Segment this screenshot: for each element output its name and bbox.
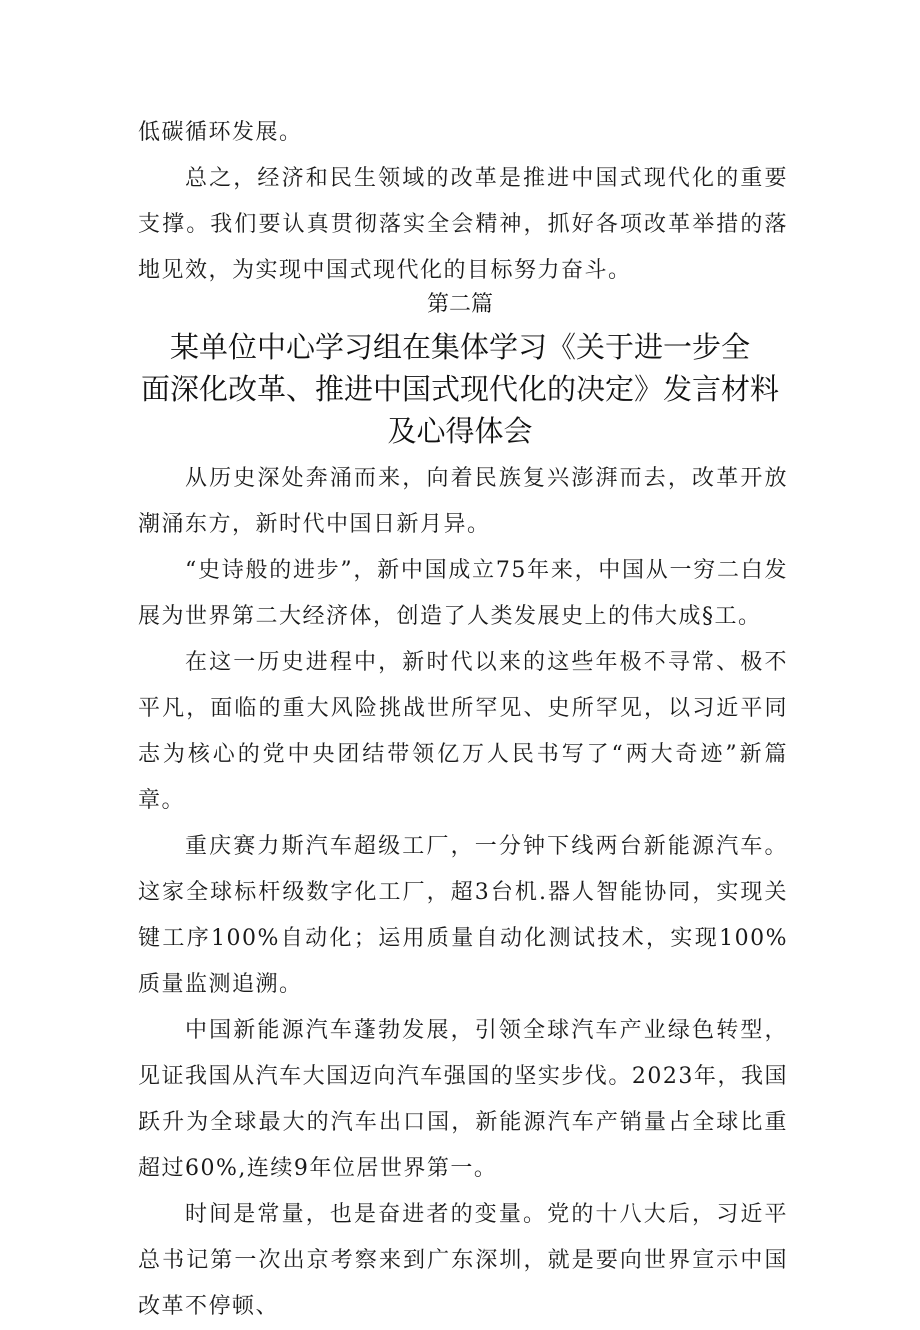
body-paragraph: “史诗般的进步”，新中国成立75年来，中国从一穷二白发展为世界第二大经济体，创造了人类发展史上的伟大成§工。 [138,558,788,629]
section-label: 第二篇 [426,292,493,317]
body-paragraph: 在这一历史进程中，新时代以来的这些年极不寻常、极不平凡，面临的重大风险挑战世所罕见、史所罕见，以习近平同志为核心的党中央团结带领亿万人民书写了“两大奇迹”新篇章。 [138,650,788,813]
body-text-section [138,456,788,1330]
body-paragraph: 时间是常量，也是奋进者的变量。党的十八大后，习近平总书记第一次出京考察来到广东深圳，就是要向世界宣示中国改革不停顿、 [138,1202,788,1319]
body-paragraph: 从历史深处奔涌而来，向着民族复兴澎湃而去，改革开放潮涌东方，新时代中国日新月异。 [138,466,788,537]
top-text-section [138,110,788,294]
paragraph-continuation: 低碳循环发展。 [138,120,303,145]
document-title [100,326,820,452]
body-paragraph: 中国新能源汽车蓬勃发展，引领全球汽车产业绿色转型，见证我国从汽车大国迈向汽车强国的坚实步伐。2023年，我国跃升为全球最大的汽车出口国，新能源汽车产销量占全球比重超过60%,连续9年位居世界第一。 [138,1018,788,1181]
title-line: 面深化改革、推进中国式现代化的决定》发言材料 [140,372,779,406]
paragraph-conclusion: 总之，经济和民生领域的改革是推进中国式现代化的重要支撑。我们要认真贯彻落实全会精神，抓好各项改革举措的落地见效，为实现中国式现代化的目标努力奋斗。 [138,166,788,283]
title-line: 某单位中心学习组在集体学习《关于进一步全 [169,330,750,364]
title-line: 及心得体会 [387,414,533,448]
body-paragraph: 重庆赛力斯汽车超级工厂，一分钟下线两台新能源汽车。这家全球标杆级数字化工厂，超3台机.器人智能协同，实现关键工序100%自动化；运用质量自动化测试技术，实现100%质量监测追溯。 [138,834,788,997]
